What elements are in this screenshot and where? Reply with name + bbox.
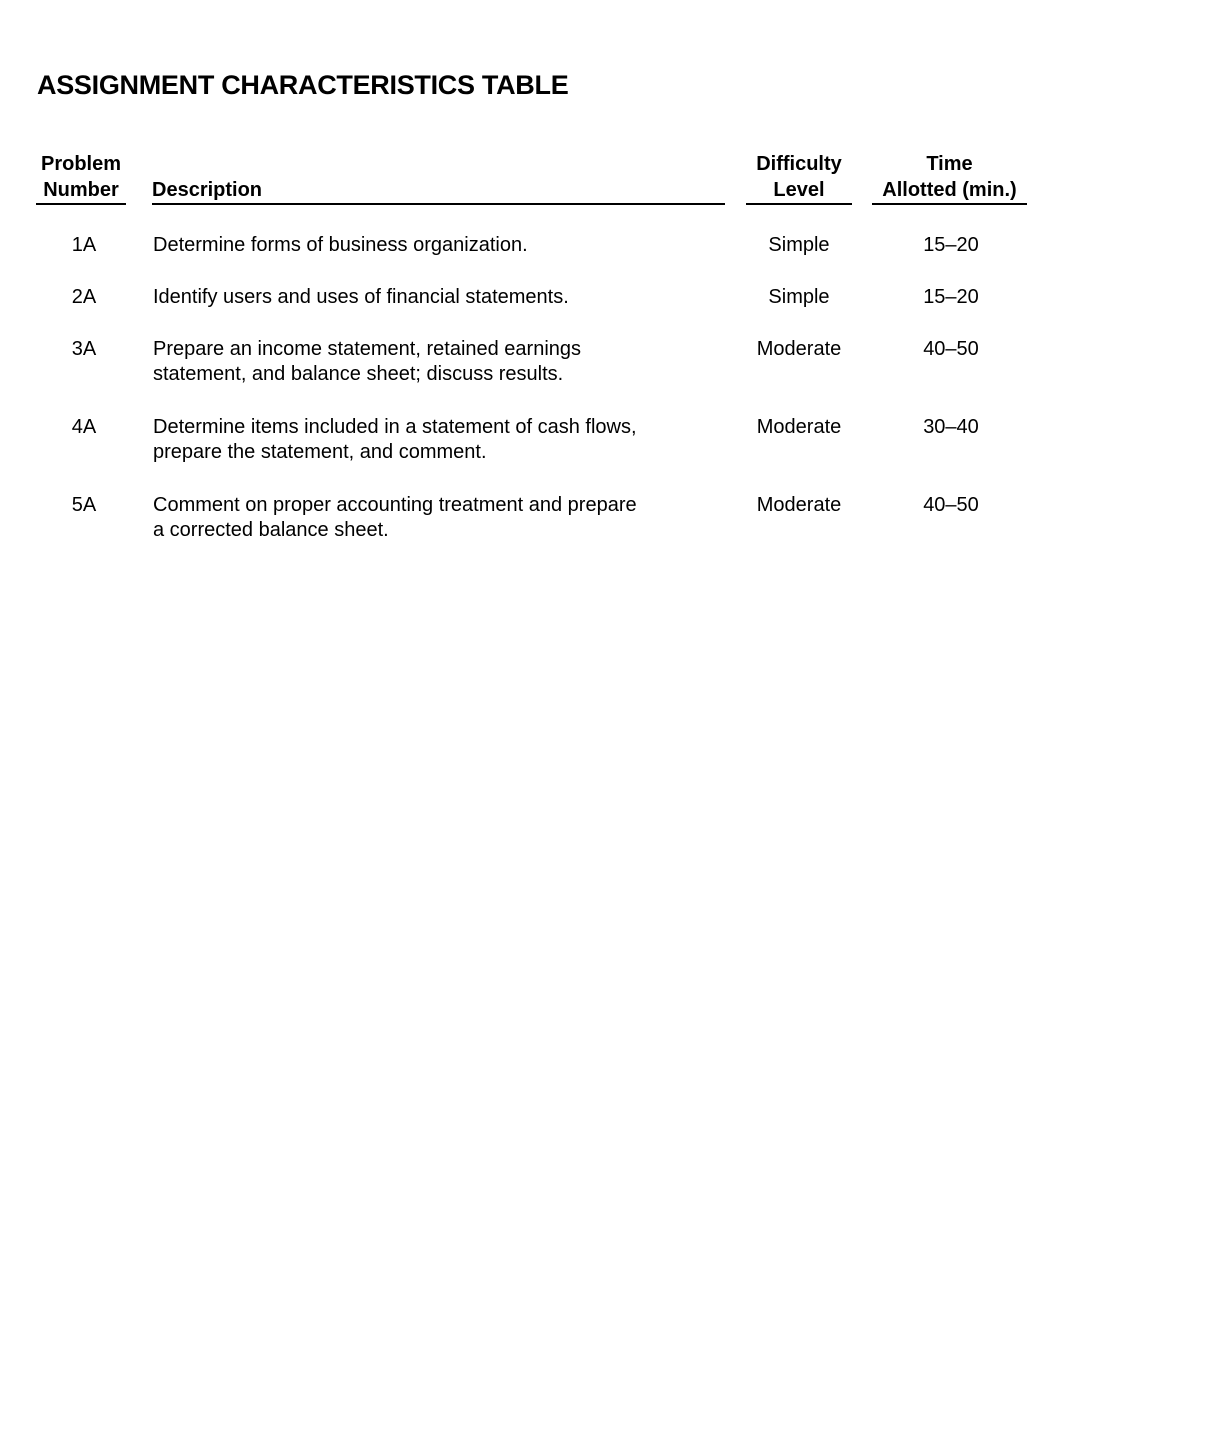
problem-description	[153, 285, 713, 310]
time-allotted: 40–50	[923, 494, 979, 516]
header-difficulty-line2: Level	[746, 178, 852, 205]
header-difficulty-line1: Difficulty	[756, 153, 842, 175]
header-problem-number	[36, 151, 126, 205]
header-description	[152, 151, 725, 205]
description-line: Determine items included in a statement of cash flows,	[153, 416, 637, 438]
difficulty-level: Moderate	[756, 494, 842, 516]
problem-description	[153, 493, 713, 543]
description-line: statement, and balance sheet; discuss results.	[153, 363, 564, 385]
time-allotted: 15–20	[923, 286, 979, 308]
problem-number: 1A	[71, 234, 97, 256]
header-description-label: Description	[152, 178, 725, 205]
header-problem-number-line2: Number	[36, 178, 126, 205]
difficulty-level: Moderate	[756, 338, 842, 360]
problem-number: 5A	[71, 494, 97, 516]
description-line: Identify users and uses of financial statements.	[153, 286, 569, 308]
header-time-line1: Time	[926, 153, 973, 175]
problem-description	[153, 233, 713, 258]
description-line: Determine forms of business organization.	[153, 234, 528, 256]
page-title: ASSIGNMENT CHARACTERISTICS TABLE	[37, 70, 569, 100]
header-problem-number-line1: Problem	[40, 153, 122, 175]
header-difficulty-level	[746, 151, 852, 205]
difficulty-level: Simple	[768, 286, 830, 308]
difficulty-level: Simple	[768, 234, 830, 256]
time-allotted: 40–50	[923, 338, 979, 360]
problem-number: 3A	[71, 338, 97, 360]
header-time-line2: Allotted (min.)	[872, 178, 1027, 205]
description-line: prepare the statement, and comment.	[153, 441, 487, 463]
description-line: Comment on proper accounting treatment and prepare	[153, 494, 637, 516]
difficulty-level: Moderate	[756, 416, 842, 438]
description-line: Prepare an income statement, retained earnings	[153, 338, 582, 360]
time-allotted: 15–20	[923, 234, 979, 256]
problem-number: 2A	[71, 286, 97, 308]
description-line: a corrected balance sheet.	[153, 519, 389, 541]
problem-description	[153, 337, 713, 387]
problem-description	[153, 415, 713, 465]
time-allotted: 30–40	[923, 416, 979, 438]
header-time-allotted	[872, 151, 1027, 205]
problem-number: 4A	[71, 416, 97, 438]
